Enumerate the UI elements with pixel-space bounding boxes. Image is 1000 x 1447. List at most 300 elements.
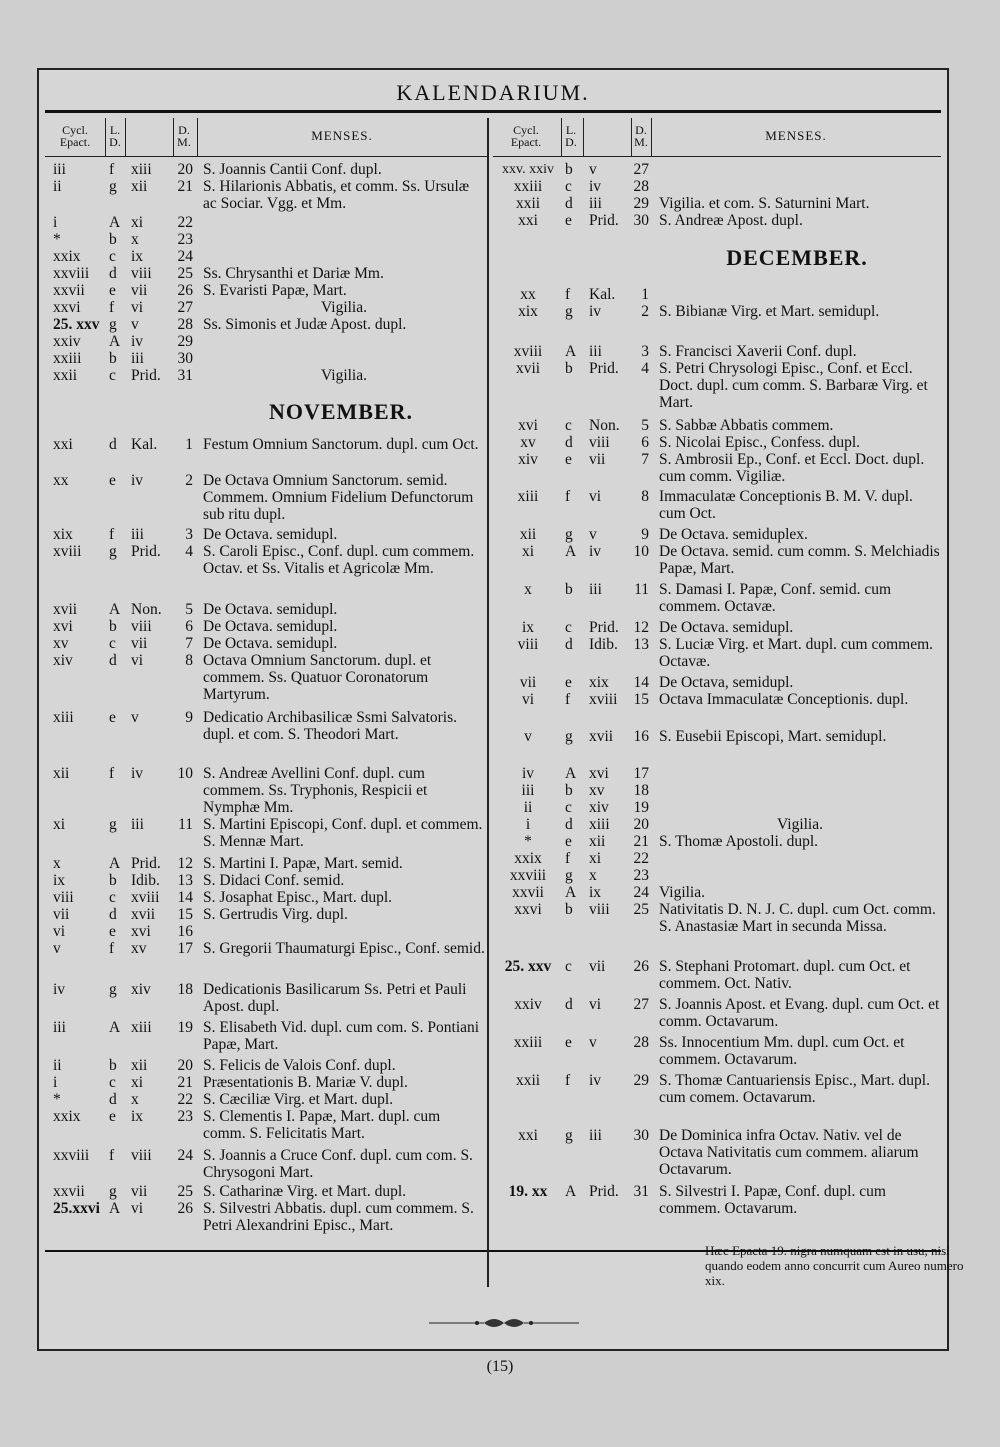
dominical-letter-cell: g <box>565 303 573 320</box>
dominical-letter-cell: b <box>109 350 117 367</box>
day-of-month-cell: 27 <box>633 996 649 1013</box>
epact-cell: xxviii <box>509 867 547 884</box>
feast-text: S. Josaphat Episc., Mart. dupl. <box>203 889 392 906</box>
epact-cell: viii <box>517 636 539 653</box>
day-of-month-cell: 7 <box>185 635 193 652</box>
epact-cell: xiii <box>53 709 74 726</box>
dominical-letter-cell: d <box>109 436 117 453</box>
epact-cell: iv <box>521 765 535 782</box>
dominical-letter-cell: f <box>565 691 571 708</box>
dominical-letter-cell: b <box>109 872 117 889</box>
day-of-month-cell: 10 <box>633 543 649 560</box>
roman-day-cell: viii <box>131 265 152 282</box>
roman-day-cell: Non. <box>131 601 162 618</box>
feast-text: S. Evaristi Papæ, Mart. <box>203 282 347 299</box>
day-of-month-cell: 25 <box>177 1183 193 1200</box>
feast-text: Octava Omnium Sanctorum. dupl. et commem. Ss. Quatuor Coronatorum Martyrum. <box>203 652 432 703</box>
epact-cell: xvii <box>53 601 78 618</box>
roman-day-cell: iv <box>589 1072 602 1089</box>
day-of-month-cell: 4 <box>185 543 193 560</box>
epact-cell: xxvii <box>512 884 544 901</box>
roman-day-cell: xii <box>131 1057 148 1074</box>
feast-text: Festum Omnium Sanctorum. dupl. cum Oct. <box>203 436 479 453</box>
dominical-letter-cell: A <box>109 333 121 350</box>
day-of-month-cell: 25 <box>633 901 649 918</box>
left-column <box>45 118 487 1277</box>
dominical-letter-cell: f <box>565 850 571 867</box>
ornament-divider <box>429 1315 579 1331</box>
left-rows <box>45 161 487 1281</box>
day-of-month-cell: 3 <box>185 526 193 543</box>
feast-text: S. Andreæ Avellini Conf. dupl. cum commem. Ss. Tryphonis, Respicii et Nymphæ Mm. <box>203 765 428 816</box>
roman-day-cell: xii <box>131 178 148 195</box>
day-of-month-cell: 2 <box>185 472 193 489</box>
feast-text: Præsentationis B. Mariæ V. dupl. <box>203 1074 408 1091</box>
roman-day-cell: x <box>131 1091 139 1108</box>
dominical-letter-cell: b <box>565 161 573 178</box>
day-of-month-cell: 23 <box>633 867 649 884</box>
feast-text: S. Sabbæ Abbatis commem. <box>659 417 834 434</box>
feast-text: Dedicationis Basilicarum Ss. Petri et Pauli Apost. dupl. <box>203 981 467 1015</box>
roman-day-cell: xi <box>589 850 602 867</box>
epact-cell: xxiv <box>53 333 81 350</box>
epact-cell: xii <box>53 765 70 782</box>
day-of-month-cell: 4 <box>641 360 649 377</box>
feast-text: S. Silvestri Abbatis. dupl. cum commem. S. Petri Alexandrini Episc., Mart. <box>203 1200 474 1234</box>
epact-cell: xxiii <box>53 350 82 367</box>
epact-cell: xxix <box>53 1108 81 1125</box>
feast-text: S. Ambrosii Ep., Conf. et Eccl. Doct. dupl. cum comm. Vigiliæ. <box>659 451 925 485</box>
dominical-letter-cell: A <box>109 1200 121 1217</box>
epact-cell: xxvi <box>53 299 81 316</box>
feast-text: S. Catharinæ Virg. et Mart. dupl. <box>203 1183 406 1200</box>
header-ld: L. D. <box>109 123 121 149</box>
roman-day-cell: ix <box>131 1108 144 1125</box>
roman-day-cell: viii <box>131 618 152 635</box>
dominical-letter-cell: g <box>565 526 573 543</box>
dominical-letter-cell: A <box>565 343 577 360</box>
dominical-letter-cell: b <box>109 231 117 248</box>
dominical-letter-cell: g <box>109 816 117 833</box>
day-of-month-cell: 29 <box>633 195 649 212</box>
day-of-month-cell: 26 <box>177 1200 193 1217</box>
day-of-month-cell: 24 <box>177 248 193 265</box>
epact-cell: 25. xxv <box>53 316 100 333</box>
epact-cell: xvi <box>53 618 73 635</box>
day-of-month-cell: 23 <box>177 231 193 248</box>
dominical-letter-cell: c <box>109 635 116 652</box>
epact-cell: xviii <box>53 543 82 560</box>
roman-day-cell: vi <box>131 1200 144 1217</box>
feast-text: S. Gertrudis Virg. dupl. <box>203 906 348 923</box>
epact-cell: 25. xxv <box>504 958 552 975</box>
epact-cell: vii <box>53 906 70 923</box>
roman-day-cell: vi <box>131 652 144 669</box>
day-of-month-cell: 17 <box>633 765 649 782</box>
roman-day-cell: v <box>589 1034 597 1051</box>
day-of-month-cell: 15 <box>633 691 649 708</box>
roman-day-cell: viii <box>589 901 610 918</box>
day-of-month-cell: 20 <box>633 816 649 833</box>
dominical-letter-cell: c <box>565 799 572 816</box>
dominical-letter-cell: c <box>565 958 572 975</box>
feast-text: Vigilia. et com. S. Saturnini Mart. <box>659 195 870 212</box>
day-of-month-cell: 13 <box>177 872 193 889</box>
feast-text: S. Martini Episcopi, Conf. dupl. et commem. S. Mennæ Mart. <box>203 816 483 850</box>
roman-day-cell: xv <box>589 782 605 799</box>
day-of-month-cell: 21 <box>177 1074 193 1091</box>
dominical-letter-cell: b <box>109 618 117 635</box>
roman-day-cell: v <box>131 709 139 726</box>
epact-cell: xxi <box>518 1127 538 1144</box>
day-of-month-cell: 11 <box>634 581 649 598</box>
dominical-letter-cell: g <box>565 867 573 884</box>
epact-cell: xxii <box>515 1072 541 1089</box>
feast-text: S. Martini I. Papæ, Mart. semid. <box>203 855 403 872</box>
dominical-letter-cell: A <box>565 543 577 560</box>
day-of-month-cell: 3 <box>641 343 649 360</box>
roman-day-cell: Kal. <box>131 436 158 453</box>
day-of-month-cell: 24 <box>633 884 649 901</box>
dominical-letter-cell: g <box>109 1183 117 1200</box>
epact-cell: xxi <box>53 436 73 453</box>
day-of-month-cell: 29 <box>633 1072 649 1089</box>
feast-text: Vigilia. <box>659 884 705 901</box>
day-of-month-cell: 29 <box>177 333 193 350</box>
day-of-month-cell: 12 <box>177 855 193 872</box>
feast-text: S. Stephani Protomart. dupl. cum Oct. et commem. Oct. Nativ. <box>659 958 911 992</box>
dominical-letter-cell: e <box>565 451 572 468</box>
roman-day-cell: Prid. <box>131 543 161 560</box>
epact-note: Hæc Epacta 19. nigra numquam est in usu, nisi quando eodem anno concurrit cum Aureo numero xix. <box>705 1243 964 1288</box>
epact-cell: xxi <box>518 212 538 229</box>
day-of-month-cell: 8 <box>185 652 193 669</box>
day-of-month-cell: 16 <box>177 923 193 940</box>
roman-day-cell: vii <box>131 1183 148 1200</box>
epact-cell: xxiii <box>513 178 543 195</box>
feast-text: Vigilia. <box>321 299 367 316</box>
roman-day-cell: xviii <box>131 889 160 906</box>
day-of-month-cell: 31 <box>633 1183 649 1200</box>
dominical-letter-cell: e <box>565 212 572 229</box>
day-of-month-cell: 11 <box>178 816 193 833</box>
feast-text: S. Felicis de Valois Conf. dupl. <box>203 1057 396 1074</box>
epact-cell: ix <box>521 619 535 636</box>
day-of-month-cell: 31 <box>177 367 193 384</box>
epact-cell: xiv <box>53 652 73 669</box>
roman-day-cell: xvii <box>131 906 156 923</box>
roman-day-cell: xv <box>131 940 147 957</box>
feast-text: Ss. Chrysanthi et Dariæ Mm. <box>203 265 384 282</box>
month-heading: NOVEMBER. <box>268 399 414 424</box>
day-of-month-cell: 14 <box>633 674 649 691</box>
roman-day-cell: Prid. <box>131 367 161 384</box>
dominical-letter-cell: f <box>109 765 115 782</box>
feast-text: S. Eusebii Episcopi, Mart. semidupl. <box>659 728 887 745</box>
dominical-letter-cell: b <box>565 360 573 377</box>
epact-cell: xxv. xxiv <box>502 162 554 177</box>
day-of-month-cell: 16 <box>633 728 649 745</box>
day-of-month-cell: 28 <box>633 1034 649 1051</box>
day-of-month-cell: 19 <box>177 1019 193 1036</box>
roman-day-cell: iv <box>589 303 602 320</box>
roman-day-cell: xvii <box>589 728 614 745</box>
dominical-letter-cell: d <box>565 636 573 653</box>
dominical-letter-cell: f <box>565 1072 571 1089</box>
top-rule <box>45 110 941 113</box>
roman-day-cell: vii <box>131 282 148 299</box>
header-menses: MENSES. <box>311 128 373 143</box>
dominical-letter-cell: A <box>109 1019 121 1036</box>
column-divider <box>487 118 489 1287</box>
epact-cell: 25.xxvi <box>53 1200 100 1217</box>
feast-text: S. Joannis Apost. et Evang. dupl. cum Oct. et comm. Octavarum. <box>659 996 940 1030</box>
epact-cell: i <box>525 816 531 833</box>
dominical-letter-cell: g <box>109 178 117 195</box>
epact-cell: * <box>524 833 532 850</box>
day-of-month-cell: 30 <box>633 212 649 229</box>
day-of-month-cell: 7 <box>641 451 649 468</box>
feast-text: Dedicatio Archibasilicæ Ssmi Salvatoris. dupl. et com. S. Theodori Mart. <box>203 709 457 743</box>
epact-cell: xv <box>520 434 536 451</box>
epact-cell: xxix <box>514 850 542 867</box>
epact-cell: xx <box>520 286 536 303</box>
epact-cell: xiv <box>518 451 538 468</box>
dominical-letter-cell: c <box>109 889 116 906</box>
epact-cell: i <box>53 1074 58 1091</box>
day-of-month-cell: 6 <box>185 618 193 635</box>
right-rows <box>493 161 964 1288</box>
right-header <box>493 118 941 157</box>
epact-cell: xi <box>521 543 535 560</box>
roman-day-cell: iv <box>131 333 144 350</box>
dominical-letter-cell: g <box>109 316 117 333</box>
feast-text: S. Petri Chrysologi Episc., Conf. et Eccl. Doct. dupl. cum comm. S. Barbaræ Virg. et Mart. <box>659 360 928 411</box>
roman-day-cell: vi <box>131 299 144 316</box>
feast-text: S. Caroli Episc., Conf. dupl. cum commem. Octav. et Ss. Vitalis et Agricolæ Mm. <box>203 543 475 577</box>
epact-cell: ix <box>53 872 66 889</box>
roman-day-cell: xviii <box>589 691 618 708</box>
day-of-month-cell: 12 <box>633 619 649 636</box>
dominical-letter-cell: d <box>109 265 117 282</box>
feast-text: Ss. Innocentium Mm. dupl. cum Oct. et commem. Octavarum. <box>659 1034 905 1068</box>
feast-text: S. Clementis I. Papæ, Mart. dupl. cum comm. S. Felicitatis Mart. <box>203 1108 441 1142</box>
feast-text: De Octava. semid. cum comm. S. Melchiadis Papæ, Mart. <box>659 543 940 577</box>
epact-cell: x <box>524 581 532 598</box>
roman-day-cell: Prid. <box>589 619 619 636</box>
dominical-letter-cell: c <box>565 178 572 195</box>
feast-text: S. Gregorii Thaumaturgi Episc., Conf. semid. <box>203 940 485 957</box>
roman-day-cell: vii <box>131 635 148 652</box>
day-of-month-cell: 21 <box>177 178 193 195</box>
dominical-letter-cell: f <box>109 161 115 178</box>
header-ld: L. D. <box>565 123 577 149</box>
header-cycl: Cycl. Epact. <box>59 123 91 149</box>
epact-cell: xix <box>53 526 73 543</box>
dominical-letter-cell: f <box>109 1147 115 1164</box>
roman-day-cell: vi <box>589 488 602 505</box>
epact-cell: xiii <box>517 488 539 505</box>
roman-day-cell: iv <box>589 543 602 560</box>
day-of-month-cell: 17 <box>177 940 193 957</box>
epact-cell: 19. xx <box>508 1183 548 1200</box>
roman-day-cell: Prid. <box>589 360 619 377</box>
epact-cell: iii <box>53 1019 66 1036</box>
feast-text: De Octava. semidupl. <box>659 619 794 636</box>
day-of-month-cell: 14 <box>177 889 193 906</box>
day-of-month-cell: 23 <box>177 1108 193 1125</box>
page-title: KALENDARIUM. <box>396 80 590 105</box>
feast-text: S. Joannis a Cruce Conf. dupl. cum com. S. Chrysogoni Mart. <box>203 1147 473 1181</box>
epact-cell: iii <box>53 161 66 178</box>
dominical-letter-cell: A <box>109 601 121 618</box>
day-of-month-cell: 9 <box>641 526 649 543</box>
day-of-month-cell: 22 <box>633 850 649 867</box>
dominical-letter-cell: e <box>109 1108 116 1125</box>
day-of-month-cell: 22 <box>177 214 193 231</box>
dominical-letter-cell: e <box>109 709 116 726</box>
roman-day-cell: iii <box>131 526 144 543</box>
roman-day-cell: iii <box>589 1127 602 1144</box>
feast-text: S. Francisci Xaverii Conf. dupl. <box>659 343 857 360</box>
day-of-month-cell: 2 <box>641 303 649 320</box>
roman-day-cell: vi <box>589 996 602 1013</box>
day-of-month-cell: 25 <box>177 265 193 282</box>
roman-day-cell: Prid. <box>589 1183 619 1200</box>
feast-text: De Octava. semidupl. <box>203 526 338 543</box>
dominical-letter-cell: d <box>109 906 117 923</box>
dominical-letter-cell: e <box>109 923 116 940</box>
roman-day-cell: iv <box>589 178 602 195</box>
roman-day-cell: xiv <box>589 799 609 816</box>
day-of-month-cell: 22 <box>177 1091 193 1108</box>
roman-day-cell: v <box>589 526 597 543</box>
dominical-letter-cell: g <box>565 1127 573 1144</box>
roman-day-cell: Non. <box>589 417 620 434</box>
epact-cell: ii <box>53 178 62 195</box>
dominical-letter-cell: g <box>565 728 573 745</box>
roman-day-cell: iv <box>131 472 144 489</box>
dominical-letter-cell: c <box>565 417 572 434</box>
roman-day-cell: viii <box>131 1147 152 1164</box>
dominical-letter-cell: f <box>565 286 571 303</box>
dominical-letter-cell: A <box>109 855 121 872</box>
dominical-letter-cell: b <box>109 1057 117 1074</box>
dominical-letter-cell: f <box>109 299 115 316</box>
feast-text: De Octava. semidupl. <box>203 601 338 618</box>
feast-text: De Octava. semidupl. <box>203 618 338 635</box>
feast-text: S. Didaci Conf. semid. <box>203 872 345 889</box>
feast-text: S. Silvestri I. Papæ, Conf. dupl. cum commem. Octavarum. <box>659 1183 886 1217</box>
dominical-letter-cell: A <box>565 1183 577 1200</box>
feast-text: S. Thomæ Cantuariensis Episc., Mart. dupl. cum comem. Octavarum. <box>659 1072 930 1106</box>
dominical-letter-cell: g <box>109 543 117 560</box>
day-of-month-cell: 8 <box>641 488 649 505</box>
dominical-letter-cell: b <box>565 782 573 799</box>
dominical-letter-cell: d <box>109 1091 117 1108</box>
epact-cell: xii <box>519 526 537 543</box>
epact-cell: xxii <box>515 195 541 212</box>
feast-text: S. Luciæ Virg. et Mart. dupl. cum commem. Octavæ. <box>659 636 934 670</box>
roman-day-cell: iii <box>589 581 602 598</box>
feast-text: Ss. Simonis et Judæ Apost. dupl. <box>203 316 407 333</box>
day-of-month-cell: 26 <box>177 282 193 299</box>
header-dm: D. M. <box>634 123 648 149</box>
right-column <box>493 118 964 1288</box>
feast-text: Vigilia. <box>777 816 823 833</box>
roman-day-cell: iii <box>131 816 144 833</box>
epact-cell: xxiii <box>513 1034 543 1051</box>
roman-day-cell: iii <box>589 195 602 212</box>
roman-day-cell: iii <box>589 343 602 360</box>
feast-text: S. Nicolai Episc., Confess. dupl. <box>659 434 861 451</box>
epact-cell: xxvii <box>53 282 85 299</box>
roman-day-cell: Idib. <box>131 872 160 889</box>
day-of-month-cell: 24 <box>177 1147 193 1164</box>
feast-text: S. Cæciliæ Virg. et Mart. dupl. <box>203 1091 394 1108</box>
epact-cell: xvii <box>515 360 541 377</box>
feast-text: Nativitatis D. N. J. C. dupl. cum Oct. comm. S. Anastasiæ Mart in secunda Missa. <box>659 901 936 935</box>
day-of-month-cell: 30 <box>633 1127 649 1144</box>
epact-cell: xix <box>518 303 538 320</box>
epact-cell: xvi <box>518 417 538 434</box>
epact-cell: * <box>53 231 61 248</box>
feast-text: S. Andreæ Apost. dupl. <box>659 212 803 229</box>
day-of-month-cell: 27 <box>177 299 193 316</box>
dominical-letter-cell: d <box>109 652 117 669</box>
roman-day-cell: xi <box>131 1074 144 1091</box>
feast-text: De Dominica infra Octav. Nativ. vel de Octava Nativitatis cum commem. aliarum Octavarum. <box>659 1127 919 1178</box>
dominical-letter-cell: e <box>565 1034 572 1051</box>
calendar-frame <box>37 68 964 1351</box>
dominical-letter-cell: g <box>109 981 117 998</box>
day-of-month-cell: 18 <box>633 782 649 799</box>
roman-day-cell: iv <box>131 765 144 782</box>
epact-cell: iii <box>521 782 535 799</box>
epact-cell: xxvi <box>514 901 542 918</box>
dominical-letter-cell: e <box>109 282 116 299</box>
day-of-month-cell: 1 <box>641 286 649 303</box>
day-of-month-cell: 20 <box>177 161 193 178</box>
epact-cell: i <box>53 214 58 231</box>
epact-cell: xxviii <box>53 265 90 282</box>
roman-day-cell: viii <box>589 434 610 451</box>
feast-text: Vigilia. <box>321 367 367 384</box>
roman-day-cell: v <box>131 316 139 333</box>
roman-day-cell: Prid. <box>589 212 619 229</box>
month-heading: DECEMBER. <box>726 245 868 270</box>
epact-cell: xxix <box>53 248 81 265</box>
feast-text: S. Elisabeth Vid. dupl. cum com. S. Pontiani Papæ, Mart. <box>203 1019 480 1053</box>
roman-day-cell: xiii <box>131 1019 152 1036</box>
epact-cell: xviii <box>513 343 543 360</box>
epact-cell: vii <box>519 674 537 691</box>
feast-text: De Octava. semidupl. <box>203 635 338 652</box>
day-of-month-cell: 13 <box>633 636 649 653</box>
epact-cell: ii <box>53 1057 62 1074</box>
feast-text: De Octava. semiduplex. <box>659 526 808 543</box>
day-of-month-cell: 26 <box>633 958 649 975</box>
roman-day-cell: iii <box>131 350 144 367</box>
feast-text: De Octava Omnium Sanctorum. semid. Commem. Omnium Fidelium Defunctorum sub ritu dupl. <box>203 472 474 523</box>
feast-text: S. Hilarionis Abbatis, et comm. Ss. Ursulæ ac Sociar. Vgg. et Mm. <box>203 178 470 212</box>
epact-cell: x <box>53 855 61 872</box>
header-menses: MENSES. <box>765 128 827 143</box>
feast-text: S. Damasi I. Papæ, Conf. semid. cum commem. Octavæ. <box>659 581 892 615</box>
roman-day-cell: xii <box>589 833 606 850</box>
day-of-month-cell: 18 <box>177 981 193 998</box>
dominical-letter-cell: c <box>109 1074 116 1091</box>
